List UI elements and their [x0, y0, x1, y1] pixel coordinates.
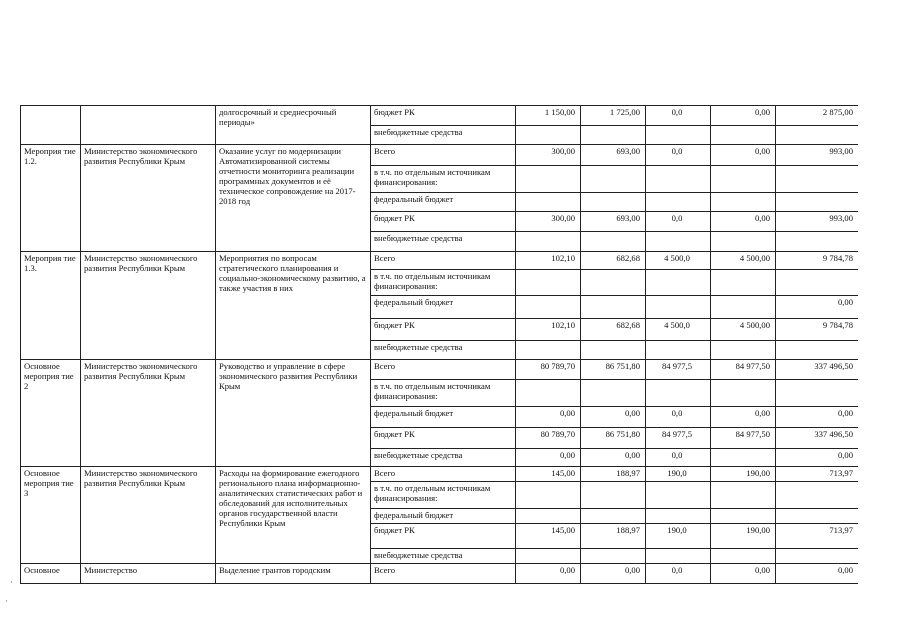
amount-cell: 0,00 — [776, 296, 859, 319]
amount-cell — [646, 232, 711, 252]
funding-source-cell: Всего — [371, 252, 516, 270]
table-row — [21, 360, 859, 380]
funding-source-cell: Всего — [371, 564, 516, 584]
funding-source-cell: внебюджетные средства — [371, 126, 516, 145]
amount-cell: 300,00 — [516, 212, 581, 232]
amount-cell — [711, 296, 776, 319]
funding-source-cell: в т.ч. по отдельным источникам финансирования: — [371, 482, 516, 509]
activity-code-cell: Мероприя тие 1.2. — [21, 145, 81, 252]
activity-title-cell: Оказание услуг по модернизации Автоматизированной системы отчетности мониторинга реализации программных документов и её техническое сопровождение на 2017-2018 год — [216, 145, 371, 252]
amount-cell — [646, 341, 711, 360]
amount-cell: 80 789,70 — [516, 360, 581, 380]
amount-cell — [711, 126, 776, 145]
activity-title-cell: Мероприятия по вопросам стратегического планирования и социально-экономическому развитию, а также участия в них — [216, 252, 371, 360]
activity-title-cell: долгосрочный и среднесрочный периоды» — [216, 106, 371, 145]
amount-cell: 84 977,50 — [711, 428, 776, 449]
amount-cell — [581, 166, 646, 193]
activity-code-cell: Основное — [21, 564, 81, 584]
amount-cell: 9 784,78 — [776, 252, 859, 270]
activity-title-cell: Руководство и управление в сфере экономического развития Республики Крым — [216, 360, 371, 467]
amount-cell: 9 784,78 — [776, 319, 859, 341]
amount-cell: 0,00 — [711, 106, 776, 126]
amount-cell: 0,00 — [711, 212, 776, 232]
executor-cell: Министерство экономического развития Республики Крым — [81, 360, 216, 467]
amount-cell: 0,00 — [711, 564, 776, 584]
amount-cell: 4 500,00 — [711, 319, 776, 341]
amount-cell — [581, 549, 646, 564]
amount-cell — [516, 296, 581, 319]
funding-source-cell: внебюджетные средства — [371, 341, 516, 360]
finance-table-body — [21, 106, 859, 584]
amount-cell: 4 500,0 — [646, 319, 711, 341]
amount-cell: 0,00 — [581, 564, 646, 584]
amount-cell: 0,00 — [516, 407, 581, 428]
amount-cell — [581, 380, 646, 407]
amount-cell: 2 875,00 — [776, 106, 859, 126]
amount-cell — [711, 166, 776, 193]
amount-cell: 102,10 — [516, 252, 581, 270]
amount-cell: 713,97 — [776, 524, 859, 549]
amount-cell: 188,97 — [581, 467, 646, 482]
funding-source-cell: Всего — [371, 467, 516, 482]
table-row — [21, 106, 859, 126]
amount-cell: 102,10 — [516, 319, 581, 341]
amount-cell — [646, 296, 711, 319]
funding-source-cell: в т.ч. по отдельным источникам финансирования: — [371, 270, 516, 296]
amount-cell — [711, 232, 776, 252]
executor-cell: Министерство экономического развития Республики Крым — [81, 467, 216, 564]
funding-source-cell: внебюджетные средства — [371, 549, 516, 564]
amount-cell: 0,0 — [646, 407, 711, 428]
table-row — [21, 564, 859, 584]
funding-source-cell: внебюджетные средства — [371, 232, 516, 252]
amount-cell — [646, 509, 711, 524]
amount-cell — [516, 270, 581, 296]
amount-cell: 693,00 — [581, 212, 646, 232]
amount-cell: 4 500,00 — [711, 252, 776, 270]
amount-cell: 993,00 — [776, 212, 859, 232]
amount-cell: 86 751,80 — [581, 428, 646, 449]
funding-source-cell: бюджет РК — [371, 428, 516, 449]
amount-cell — [711, 193, 776, 212]
amount-cell — [646, 482, 711, 509]
amount-cell — [581, 296, 646, 319]
amount-cell — [776, 482, 859, 509]
finance-table-container — [20, 105, 858, 600]
funding-source-cell: федеральный бюджет — [371, 509, 516, 524]
amount-cell — [711, 341, 776, 360]
activity-code-cell — [21, 106, 81, 145]
amount-cell: 86 751,80 — [581, 360, 646, 380]
amount-cell: 0,0 — [646, 106, 711, 126]
table-row — [21, 252, 859, 270]
funding-source-cell: бюджет РК — [371, 212, 516, 232]
amount-cell: 0,0 — [646, 449, 711, 467]
amount-cell: 145,00 — [516, 524, 581, 549]
amount-cell — [516, 193, 581, 212]
amount-cell: 300,00 — [516, 145, 581, 166]
amount-cell — [776, 126, 859, 145]
amount-cell: 0,0 — [646, 212, 711, 232]
amount-cell — [776, 193, 859, 212]
amount-cell — [711, 549, 776, 564]
executor-cell: Министерство экономического развития Республики Крым — [81, 145, 216, 252]
amount-cell — [776, 270, 859, 296]
amount-cell — [776, 341, 859, 360]
amount-cell: 993,00 — [776, 145, 859, 166]
funding-source-cell: федеральный бюджет — [371, 193, 516, 212]
amount-cell: 693,00 — [581, 145, 646, 166]
activity-code-cell: Основное мероприя тие 2 — [21, 360, 81, 467]
amount-cell — [776, 509, 859, 524]
funding-source-cell: федеральный бюджет — [371, 407, 516, 428]
amount-cell — [516, 482, 581, 509]
amount-cell — [581, 341, 646, 360]
funding-source-cell: бюджет РК — [371, 319, 516, 341]
amount-cell — [646, 193, 711, 212]
amount-cell: 713,97 — [776, 467, 859, 482]
scan-mark: · — [5, 596, 8, 606]
amount-cell — [711, 449, 776, 467]
amount-cell: 190,00 — [711, 524, 776, 549]
executor-cell: Министерство — [81, 564, 216, 584]
amount-cell: 1 150,00 — [516, 106, 581, 126]
funding-source-cell: внебюджетные средства — [371, 449, 516, 467]
amount-cell: 337 496,50 — [776, 428, 859, 449]
amount-cell — [516, 126, 581, 145]
amount-cell: 0,00 — [516, 449, 581, 467]
executor-cell — [81, 106, 216, 145]
activity-title-cell: Расходы на формирование ежегодного регионального плана информационно-аналитических статистических работ и обследований для исполнительных органов государственной власти Республики Крым — [216, 467, 371, 564]
table-row — [21, 145, 859, 166]
amount-cell — [516, 166, 581, 193]
amount-cell — [711, 380, 776, 407]
amount-cell — [581, 482, 646, 509]
amount-cell: 188,97 — [581, 524, 646, 549]
amount-cell: 145,00 — [516, 467, 581, 482]
funding-source-cell: Всего — [371, 145, 516, 166]
activity-code-cell: Мероприя тие 1.3. — [21, 252, 81, 360]
amount-cell — [711, 270, 776, 296]
funding-source-cell: Всего — [371, 360, 516, 380]
funding-source-cell: федеральный бюджет — [371, 296, 516, 319]
amount-cell — [776, 166, 859, 193]
amount-cell: 0,00 — [776, 449, 859, 467]
amount-cell — [646, 549, 711, 564]
activity-code-cell: Основное мероприя тие 3 — [21, 467, 81, 564]
amount-cell: 4 500,0 — [646, 252, 711, 270]
finance-table — [20, 105, 858, 584]
amount-cell: 0,00 — [581, 407, 646, 428]
amount-cell — [646, 126, 711, 145]
amount-cell — [776, 380, 859, 407]
amount-cell — [646, 166, 711, 193]
amount-cell: 0,00 — [581, 449, 646, 467]
funding-source-cell: бюджет РК — [371, 524, 516, 549]
amount-cell: 190,00 — [711, 467, 776, 482]
amount-cell: 0,00 — [711, 407, 776, 428]
amount-cell — [776, 232, 859, 252]
amount-cell: 80 789,70 — [516, 428, 581, 449]
amount-cell — [776, 549, 859, 564]
amount-cell: 1 725,00 — [581, 106, 646, 126]
amount-cell — [581, 193, 646, 212]
amount-cell: 84 977,50 — [711, 360, 776, 380]
amount-cell — [646, 380, 711, 407]
funding-source-cell: бюджет РК — [371, 106, 516, 126]
amount-cell: 190,0 — [646, 467, 711, 482]
amount-cell — [581, 232, 646, 252]
activity-title-cell: Выделение грантов городским — [216, 564, 371, 584]
amount-cell: 682,68 — [581, 252, 646, 270]
amount-cell — [711, 509, 776, 524]
amount-cell — [516, 549, 581, 564]
amount-cell: 0,0 — [646, 564, 711, 584]
amount-cell — [516, 380, 581, 407]
amount-cell — [516, 341, 581, 360]
amount-cell — [581, 509, 646, 524]
amount-cell — [646, 270, 711, 296]
amount-cell: 0,00 — [776, 564, 859, 584]
amount-cell: 682,68 — [581, 319, 646, 341]
amount-cell: 0,0 — [646, 145, 711, 166]
amount-cell: 0,00 — [516, 564, 581, 584]
amount-cell: 190,0 — [646, 524, 711, 549]
amount-cell: 84 977,5 — [646, 428, 711, 449]
table-row — [21, 467, 859, 482]
amount-cell — [581, 270, 646, 296]
amount-cell — [516, 232, 581, 252]
amount-cell — [711, 482, 776, 509]
amount-cell: 84 977,5 — [646, 360, 711, 380]
amount-cell: 0,00 — [711, 145, 776, 166]
funding-source-cell: в т.ч. по отдельным источникам финансирования: — [371, 380, 516, 407]
executor-cell: Министерство экономического развития Республики Крым — [81, 252, 216, 360]
amount-cell: 337 496,50 — [776, 360, 859, 380]
amount-cell: 0,00 — [776, 407, 859, 428]
amount-cell — [581, 126, 646, 145]
funding-source-cell: в т.ч. по отдельным источникам финансирования: — [371, 166, 516, 193]
scan-mark: · — [10, 577, 13, 587]
amount-cell — [516, 509, 581, 524]
